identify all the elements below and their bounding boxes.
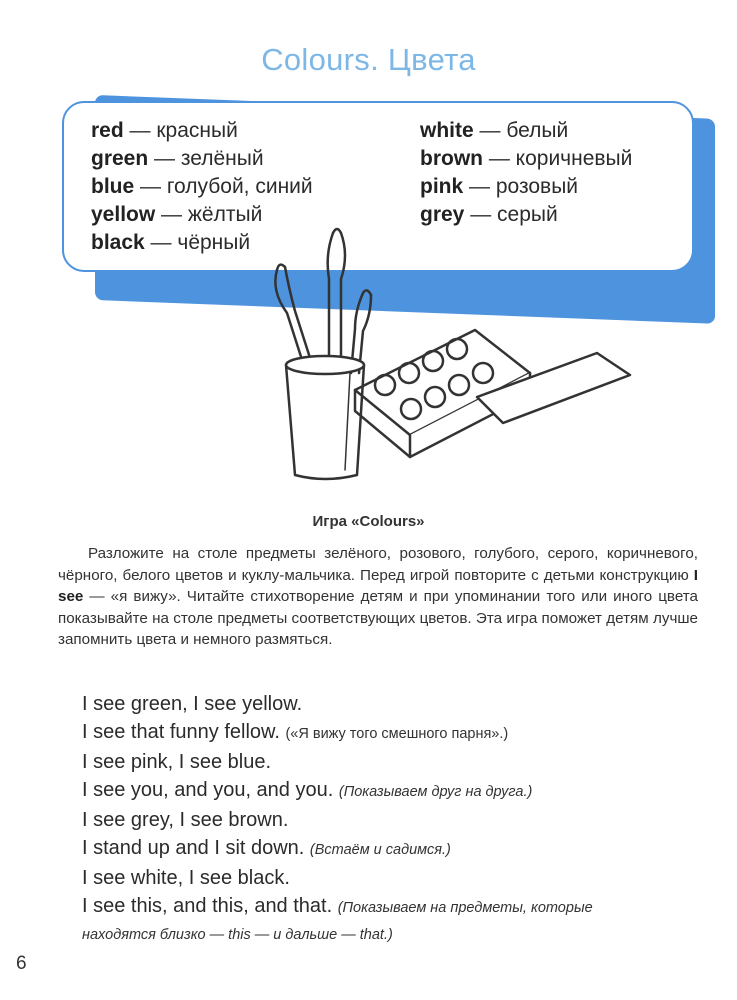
poem-line bbox=[82, 864, 712, 892]
vocab-word-en: blue bbox=[91, 175, 135, 198]
paint-palette-icon bbox=[355, 330, 630, 457]
poem-note: (Встаём и садимся.) bbox=[309, 842, 451, 858]
vocab-item bbox=[420, 117, 632, 145]
vocab-word-ru: — белый bbox=[473, 119, 569, 142]
poem-line bbox=[82, 834, 712, 864]
poem-note: («Я вижу того смешного парня».) bbox=[285, 726, 509, 742]
vocab-word-ru: — коричневый bbox=[483, 147, 633, 170]
vocab-word-en: black bbox=[91, 231, 145, 254]
vocab-item bbox=[91, 145, 313, 173]
vocab-word-ru: — жёлтый bbox=[155, 203, 263, 226]
vocab-word-en: pink bbox=[420, 175, 464, 198]
poem-line-text: I stand up and I sit down. bbox=[82, 837, 310, 859]
page-number: 6 bbox=[16, 953, 27, 974]
instructions-text-before: Разложите на столе предметы зелёного, розового, голубого, серого, коричневого, чёрного, белого цветов и куклу-мальчика. Перед игрой повторите с детьми конструкцию bbox=[58, 545, 698, 584]
poem-line-text: I see green, I see yellow. bbox=[82, 693, 303, 715]
poem-note: (Показываем на предметы, которые bbox=[337, 900, 593, 916]
brushes-and-paint-palette-illustration bbox=[255, 225, 635, 495]
vocab-word-ru: — розовый bbox=[463, 175, 579, 198]
paintbrush-icon bbox=[275, 229, 371, 373]
poem-note-continuation: находятся близко — this — и дальше — that.) bbox=[82, 927, 393, 943]
poem-line bbox=[82, 690, 712, 718]
instructions-text-after: — «я вижу». Читайте стихотворение детям и при упоминании того или иного цвета показывайте на столе предметы соответствующих цветов. Эта игра поможет детям лучше запомнить цвета и немного размяться. bbox=[58, 588, 698, 648]
vocab-item bbox=[420, 173, 632, 201]
vocab-word-en: red bbox=[91, 119, 124, 142]
poem-line-text: I see that funny fellow. bbox=[82, 721, 286, 743]
vocabulary-column-right bbox=[420, 117, 632, 229]
poem bbox=[82, 690, 712, 948]
game-heading: Игра «Colours» bbox=[312, 513, 425, 530]
poem-line bbox=[82, 806, 712, 834]
vocab-word-ru: — чёрный bbox=[144, 231, 251, 254]
vocab-item bbox=[91, 173, 313, 201]
poem-line bbox=[82, 776, 712, 806]
poem-line bbox=[82, 892, 712, 922]
vocab-word-ru: — зелёный bbox=[148, 147, 264, 170]
vocab-word-en: white bbox=[420, 119, 474, 142]
vocab-word-en: grey bbox=[420, 203, 465, 226]
poem-line-text: I see grey, I see brown. bbox=[82, 809, 289, 831]
poem-line-text: I see pink, I see blue. bbox=[82, 751, 272, 773]
poem-line-text: I see this, and this, and that. bbox=[82, 895, 338, 917]
vocab-word-en: green bbox=[91, 147, 149, 170]
vocab-word-ru: — серый bbox=[464, 203, 558, 226]
instructions-bold-phrase: I see bbox=[58, 566, 698, 605]
vocab-word-en: brown bbox=[420, 147, 483, 170]
poem-line-text: I see white, I see black. bbox=[82, 867, 290, 889]
vocab-word-en: yellow bbox=[91, 203, 156, 226]
game-instructions bbox=[58, 543, 698, 651]
poem-note: (Показываем друг на друга.) bbox=[338, 784, 533, 800]
vocab-item bbox=[420, 145, 632, 173]
poem-line bbox=[82, 718, 712, 748]
poem-line bbox=[82, 748, 712, 776]
poem-line-text: I see you, and you, and you. bbox=[82, 779, 339, 801]
page-title: Colours. Цвета bbox=[261, 42, 476, 77]
vocab-word-ru: — красный bbox=[123, 119, 238, 142]
cup-icon bbox=[286, 356, 364, 479]
vocab-item bbox=[91, 117, 313, 145]
vocab-word-ru: — голубой, синий bbox=[134, 175, 313, 198]
